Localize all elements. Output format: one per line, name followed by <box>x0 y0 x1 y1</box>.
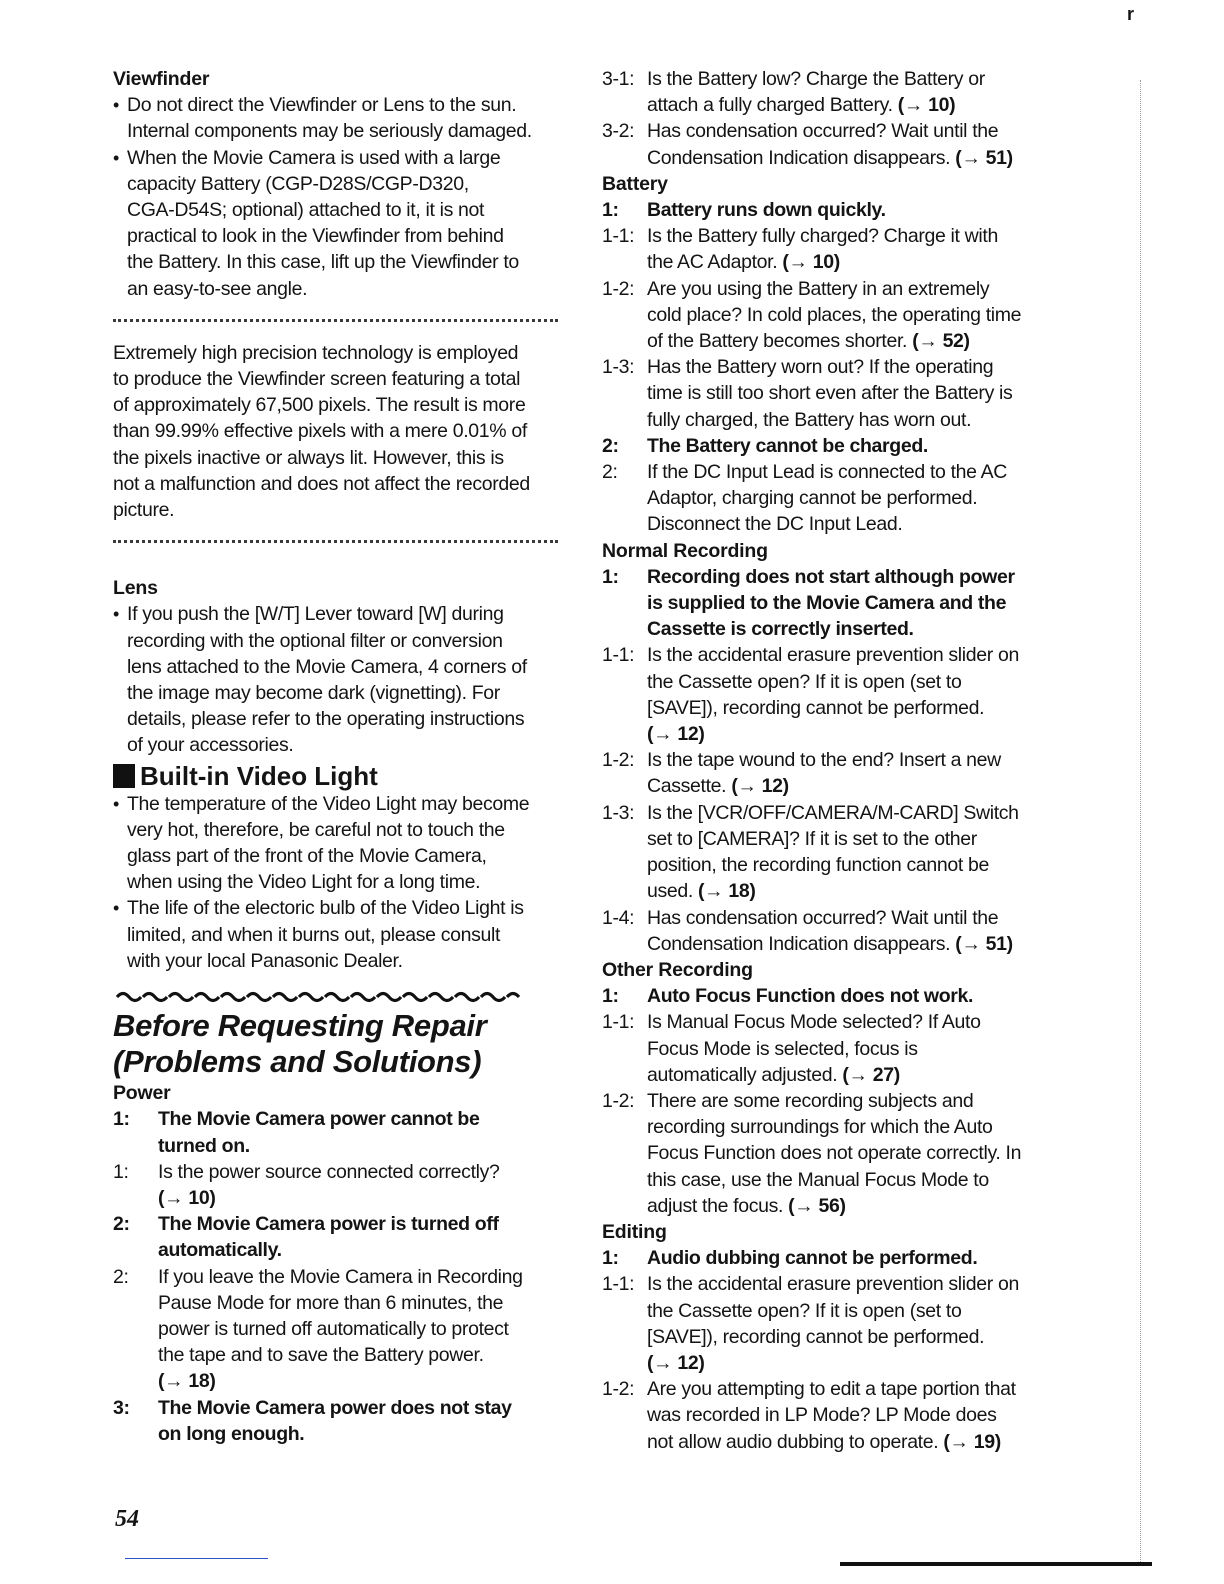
corner-mark: r <box>1127 4 1135 24</box>
scan-edge-line <box>1140 80 1141 1562</box>
power-heading: Power <box>113 1082 171 1105</box>
solution-item: 1: Is the power source connected correctly? (→ 10) <box>113 1159 583 1211</box>
dotted-divider <box>113 319 558 322</box>
problem-item: 2: The Movie Camera power is turned off automatically. <box>113 1213 499 1262</box>
solution-item: 2: If the DC Input Lead is connected to the AC Adaptor, charging cannot be performed. Disconnect the DC Input Lead. <box>602 461 1008 536</box>
left-column <box>113 66 583 1447</box>
square-marker-icon <box>113 764 135 788</box>
right-column <box>602 66 1072 1455</box>
page-number: 54 <box>115 1506 139 1532</box>
page-reference: (→ 18) <box>158 1370 216 1393</box>
page-reference: (→ 56) <box>788 1194 846 1217</box>
problem-item: 1: Auto Focus Function does not work. <box>602 985 974 1008</box>
solution-item: 1-1: Is the accidental erasure prevention slider on the Cassette open? If it is open (set to [SAVE]), recording cannot be performed. (→ 12) <box>602 1271 1072 1376</box>
lens-heading: Lens <box>113 577 158 600</box>
solution-item: 1-2: Are you attempting to edit a tape portion that was recorded in LP Mode? LP Mode does not allow audio dubbing to operate. (→ 19) <box>602 1378 1016 1453</box>
page-reference: (→ 12) <box>731 775 789 798</box>
viewfinder-bullet: • When the Movie Camera is used with a large capacity Battery (CGP-D28S/CGP-D320, CGA-D54S; optional) attached to it, it is not practical to look in the Viewfinder from behind the Battery. In this case, lift up the Viewfinder to an easy-to-see angle. <box>113 145 583 302</box>
repair-title: Before Requesting Repair (Problems and Solutions) <box>113 1008 487 1080</box>
precision-paragraph: Extremely high precision technology is employed to produce the Viewfinder screen featuring a total of approximately 67,500 pixels. The result is more than 99.99% effective pixels with a mere 0.01% of the pixels inactive or always lit. However, this is not a malfunction and does not affect the recorded picture. <box>113 341 530 522</box>
lens-bullet: • If you push the [W/T] Lever toward [W] during recording with the optional filter or conversion lens attached to the Movie Camera, 4 corners of the image may become dark (vignetting). For details, please refer to the operating instructions of your accessories. <box>113 601 583 758</box>
solution-item: 1-4: Has condensation occurred? Wait until the Condensation Indication disappears. (→ 51) <box>602 906 1013 955</box>
dotted-divider <box>113 540 558 543</box>
problem-item: 1: Battery runs down quickly. <box>602 199 886 222</box>
solution-item: 1-2: There are some recording subjects and recording surroundings for which the Auto Focus Function does not operate correctly. In this case, use the Manual Focus Mode to adjust the focus. (→ 56) <box>602 1089 1022 1217</box>
problem-item: 1: Recording does not start although power is supplied to the Movie Camera and the Cassette is correctly inserted. <box>602 565 1015 641</box>
solution-item: 1-1: Is the accidental erasure prevention slider on the Cassette open? If it is open (set to [SAVE]), recording cannot be performed. (→ 12) <box>602 642 1072 747</box>
battery-heading: Battery <box>602 172 668 195</box>
solution-item: 3-2: Has condensation occurred? Wait until the Condensation Indication disappears. (→ 51) <box>602 120 1013 169</box>
solution-item: 1-3: Has the Battery worn out? If the operating time is still too short even after the Battery is fully charged, the Battery has worn out. <box>602 356 1013 431</box>
problem-item: 1: The Movie Camera power cannot be turned on. <box>113 1108 480 1157</box>
problem-item: 1: Audio dubbing cannot be performed. <box>602 1247 978 1270</box>
solution-item: 3-1: Is the Battery low? Charge the Battery or attach a fully charged Battery. (→ 10) <box>602 68 985 117</box>
solution-item: 1-2: Is the tape wound to the end? Insert a new Cassette. (→ 12) <box>602 749 1001 798</box>
video-light-heading: Built-in Video Light <box>113 761 583 791</box>
normal-recording-heading: Normal Recording <box>602 539 768 562</box>
footer-bar <box>840 1562 1152 1566</box>
page-reference: (→ 10) <box>782 251 840 274</box>
footer-rule <box>125 1558 268 1559</box>
video-light-bullet: • The temperature of the Video Light may become very hot, therefore, be careful not to touch the glass part of the front of the Movie Camera, when using the Video Light for a long time. <box>113 791 583 896</box>
page-reference: (→ 10) <box>158 1186 216 1209</box>
problem-item: 3: The Movie Camera power does not stay on long enough. <box>113 1396 512 1445</box>
page-reference: (→ 18) <box>698 880 756 903</box>
page-reference: (→ 10) <box>897 94 956 117</box>
solution-item: 1-3: Is the [VCR/OFF/CAMERA/M-CARD] Switch set to [CAMERA]? If it is set to the other position, the recording function cannot be used. (→ 18) <box>602 801 1019 903</box>
solution-item: 1-1: Is the Battery fully charged? Charge it with the AC Adaptor. (→ 10) <box>602 225 998 274</box>
page-reference: (→ 51) <box>955 932 1013 955</box>
page-reference: (→ 27) <box>842 1063 900 1086</box>
problem-item: 2: The Battery cannot be charged. <box>602 434 928 457</box>
viewfinder-heading: Viewfinder <box>113 68 210 90</box>
solution-item: 2: If you leave the Movie Camera in Recording Pause Mode for more than 6 minutes, the power is turned off automatically to protect the tape and to save the Battery power. (→ 18) <box>113 1264 583 1395</box>
page-reference: (→ 12) <box>647 1351 705 1374</box>
video-light-bullet: • The life of the electoric bulb of the Video Light is limited, and when it burns out, please consult with your local Panasonic Dealer. <box>113 895 583 974</box>
solution-item: 1-2: Are you using the Battery in an extremely cold place? In cold places, the operating time of the Battery becomes shorter. (→ 52) <box>602 277 1022 353</box>
solution-item: 1-1: Is Manual Focus Mode selected? If Auto Focus Mode is selected, focus is automatically adjusted. (→ 27) <box>602 1011 981 1086</box>
other-recording-heading: Other Recording <box>602 958 753 981</box>
page-reference: (→ 19) <box>943 1430 1001 1453</box>
page-reference: (→ 12) <box>647 723 705 746</box>
page-reference: (→ 51) <box>955 146 1013 169</box>
wavy-divider-icon <box>115 988 530 1004</box>
viewfinder-bullet: • Do not direct the Viewfinder or Lens to the sun. Internal components may be seriously damaged. <box>113 92 583 144</box>
page-reference: (→ 52) <box>912 330 970 353</box>
editing-heading: Editing <box>602 1220 667 1243</box>
